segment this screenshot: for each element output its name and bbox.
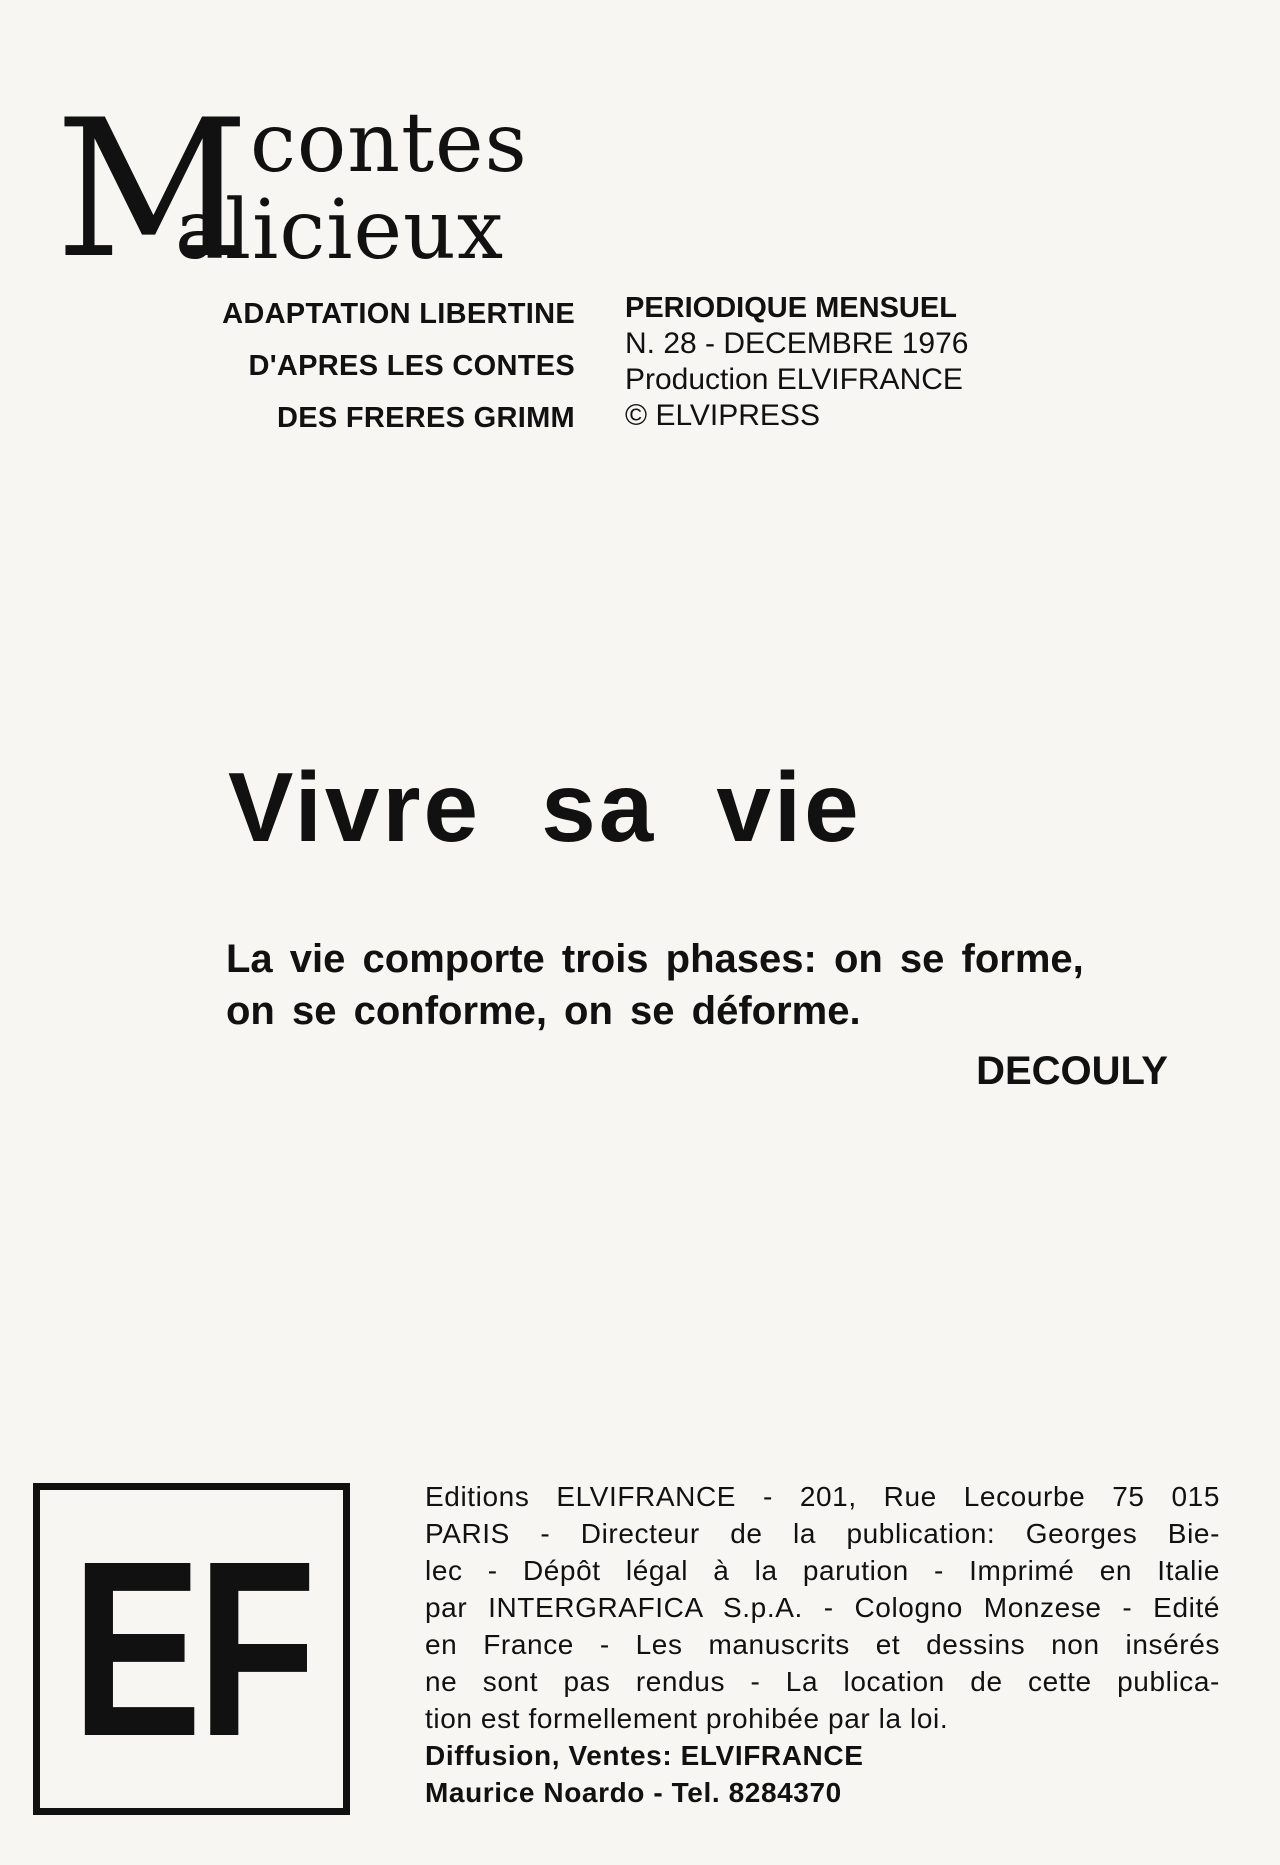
imprint-line: PARIS - Directeur de la publication: Georges Bie- [425, 1518, 1220, 1549]
imprint-block [425, 1478, 1220, 1811]
masthead-subtitle [170, 288, 575, 444]
subtitle-line: DES FRERES GRIMM [276, 402, 575, 434]
imprint-line: lec - Dépôt légal à la parution - Imprimé en Italie [425, 1555, 1220, 1586]
imprint-line: ne sont pas rendus - La location de cette publica- [425, 1666, 1220, 1697]
page-title: Vivre sa vie [228, 752, 862, 862]
imprint-line: par INTERGRAFICA S.p.A. - Cologno Monzese - Edité [425, 1592, 1220, 1623]
production-credit: Production ELVIFRANCE [625, 363, 963, 396]
quote-line: on se conforme, on se déforme. [226, 989, 861, 1033]
logo-initial: M [55, 79, 246, 300]
imprint-line: tion est formellement prohibée par la loi. [425, 1703, 949, 1734]
epigraph-quote [226, 933, 1226, 1037]
publisher-logo-letters: EF [71, 1509, 312, 1788]
logo-word-top: contes [250, 96, 528, 191]
imprint-line: Editions ELVIFRANCE - 201, Rue Lecourbe 75 015 [425, 1481, 1220, 1512]
distribution-line: Diffusion, Ventes: ELVIFRANCE [425, 1740, 864, 1771]
publication-info [625, 290, 1045, 434]
masthead-logo [55, 79, 585, 300]
publisher-logo-box [33, 1483, 350, 1815]
copyright-notice: © ELVIPRESS [625, 399, 820, 432]
subtitle-line: ADAPTATION LIBERTINE [222, 298, 575, 330]
issue-number: N. 28 - DECEMBRE 1976 [625, 327, 969, 360]
periodic-label: PERIODIQUE MENSUEL [625, 292, 957, 324]
imprint-line: en France - Les manuscrits et dessins non insérés [425, 1629, 1220, 1660]
contact-line: Maurice Noardo - Tel. 8284370 [425, 1777, 842, 1808]
subtitle-line: D'APRES LES CONTES [248, 350, 575, 382]
quote-author: DECOULY [976, 1049, 1168, 1093]
quote-line: La vie comporte trois phases: on se forme, [226, 937, 1084, 981]
logo-word-bottom: alicieux [175, 183, 505, 278]
